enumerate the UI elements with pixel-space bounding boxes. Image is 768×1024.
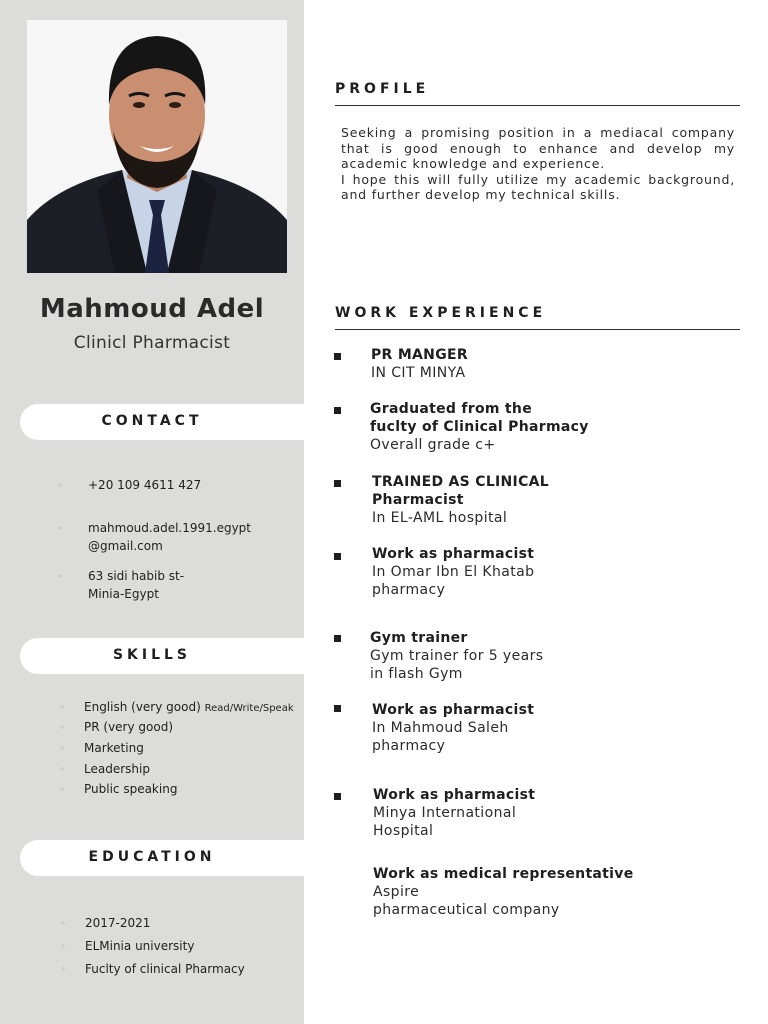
contact-email <box>88 519 251 555</box>
profile-heading: PROFILE <box>335 81 430 97</box>
job-detail: Overall grade c+ <box>370 437 496 453</box>
education-heading-pill <box>20 840 304 876</box>
job-bullet <box>334 793 341 800</box>
job-entry <box>372 545 534 599</box>
job-entry <box>371 346 468 382</box>
job-title: Graduated from the <box>370 401 532 417</box>
job-entry <box>373 786 535 840</box>
job-detail: in flash Gym <box>370 666 463 682</box>
skill-text: English (very good) <box>84 700 201 714</box>
bullet-dot <box>60 705 64 709</box>
job-detail: Hospital <box>373 823 434 839</box>
job-detail: Minya International <box>373 805 517 821</box>
bullet-dot <box>61 921 65 925</box>
job-bullet <box>334 705 341 712</box>
skills-heading-pill <box>20 638 304 674</box>
job-detail: In Omar Ibn El Khatab <box>372 564 535 580</box>
profile-photo <box>27 20 287 273</box>
email-line-1: mahmoud.adel.1991.egypt <box>88 521 251 535</box>
job-detail: pharmacy <box>372 582 446 598</box>
phone-text: +20 109 4611 427 <box>88 478 202 492</box>
job-detail: Gym trainer for 5 years <box>370 648 544 664</box>
job-entry <box>373 865 634 919</box>
education-university <box>85 937 194 955</box>
contact-address <box>88 567 184 603</box>
bullet-dot <box>60 787 64 791</box>
job-entry <box>372 473 549 527</box>
skill-item <box>84 780 177 798</box>
profile-line: and further develop my technical skills. <box>341 187 621 202</box>
profile-line: Seeking a promising position in a mediacal company <box>341 125 735 140</box>
job-title: Work as pharmacist <box>373 787 536 803</box>
job-detail: pharmaceutical company <box>373 902 560 918</box>
job-detail: In Mahmoud Saleh <box>372 720 509 736</box>
job-bullet <box>334 635 341 642</box>
job-bullet <box>334 353 341 360</box>
skill-text: PR (very good) <box>84 720 174 734</box>
job-entry <box>370 629 543 683</box>
location-icon <box>58 574 62 578</box>
bullet-dot <box>61 944 65 948</box>
skill-note: Read/Write/Speak <box>204 703 294 714</box>
job-title: Work as pharmacist <box>372 702 535 718</box>
job-detail: Aspire <box>373 884 420 900</box>
person-name: Mahmoud Adel <box>39 294 265 324</box>
education-years <box>85 914 150 932</box>
contact-heading: CONTACT <box>101 413 203 429</box>
job-bullet <box>334 553 341 560</box>
work-divider <box>335 329 740 330</box>
phone-icon <box>58 483 62 487</box>
work-heading: WORK EXPERIENCE <box>335 305 547 321</box>
address-line-1: 63 sidi habib st- <box>88 569 185 583</box>
profile-line: that is good enough to enhance and develop my <box>341 140 735 156</box>
bullet-dot <box>61 967 65 971</box>
job-title: PR MANGER <box>371 347 468 363</box>
skill-item <box>84 698 294 718</box>
job-entry <box>372 701 534 755</box>
job-bullet <box>334 480 341 487</box>
job-title: Work as pharmacist <box>372 546 535 562</box>
education-years-text: 2017-2021 <box>85 916 151 930</box>
job-detail: IN CIT MINYA <box>371 365 466 381</box>
profile-summary <box>341 125 735 203</box>
address-line-2: Minia-Egypt <box>88 587 159 601</box>
skill-text: Public speaking <box>84 782 178 796</box>
contact-heading-pill <box>20 404 304 440</box>
email-icon <box>58 526 62 530</box>
bullet-dot <box>60 746 64 750</box>
job-entry <box>370 400 589 454</box>
education-faculty-text: Fuclty of clinical Pharmacy <box>85 962 245 976</box>
skill-text: Marketing <box>84 741 144 755</box>
profile-line: I hope this will fully utilize my academic background, <box>341 171 735 187</box>
skill-item <box>84 760 150 778</box>
job-title: fuclty of Clinical Pharmacy <box>370 419 589 435</box>
bullet-dot <box>60 725 64 729</box>
job-title: TRAINED AS CLINICAL <box>372 474 550 490</box>
bullet-dot <box>60 767 64 771</box>
contact-phone <box>88 476 201 494</box>
profile-divider <box>335 105 740 106</box>
education-university-text: ELMinia university <box>85 939 195 953</box>
education-heading: EDUCATION <box>88 849 216 865</box>
skill-item <box>84 718 173 736</box>
job-detail: pharmacy <box>372 738 446 754</box>
skills-heading: SKILLS <box>112 647 192 663</box>
job-title: Gym trainer <box>370 630 468 646</box>
email-line-2: @gmail.com <box>88 539 163 553</box>
person-role: Clinicl Pharmacist <box>73 333 231 353</box>
job-title: Pharmacist <box>372 492 464 508</box>
skill-item <box>84 739 144 757</box>
profile-line: academic knowledge and experience. <box>341 156 605 171</box>
job-title: Work as medical representative <box>373 866 634 882</box>
education-faculty <box>85 960 245 978</box>
skill-text: Leadership <box>84 762 150 776</box>
job-detail: In EL-AML hospital <box>372 510 508 526</box>
job-bullet <box>334 407 341 414</box>
